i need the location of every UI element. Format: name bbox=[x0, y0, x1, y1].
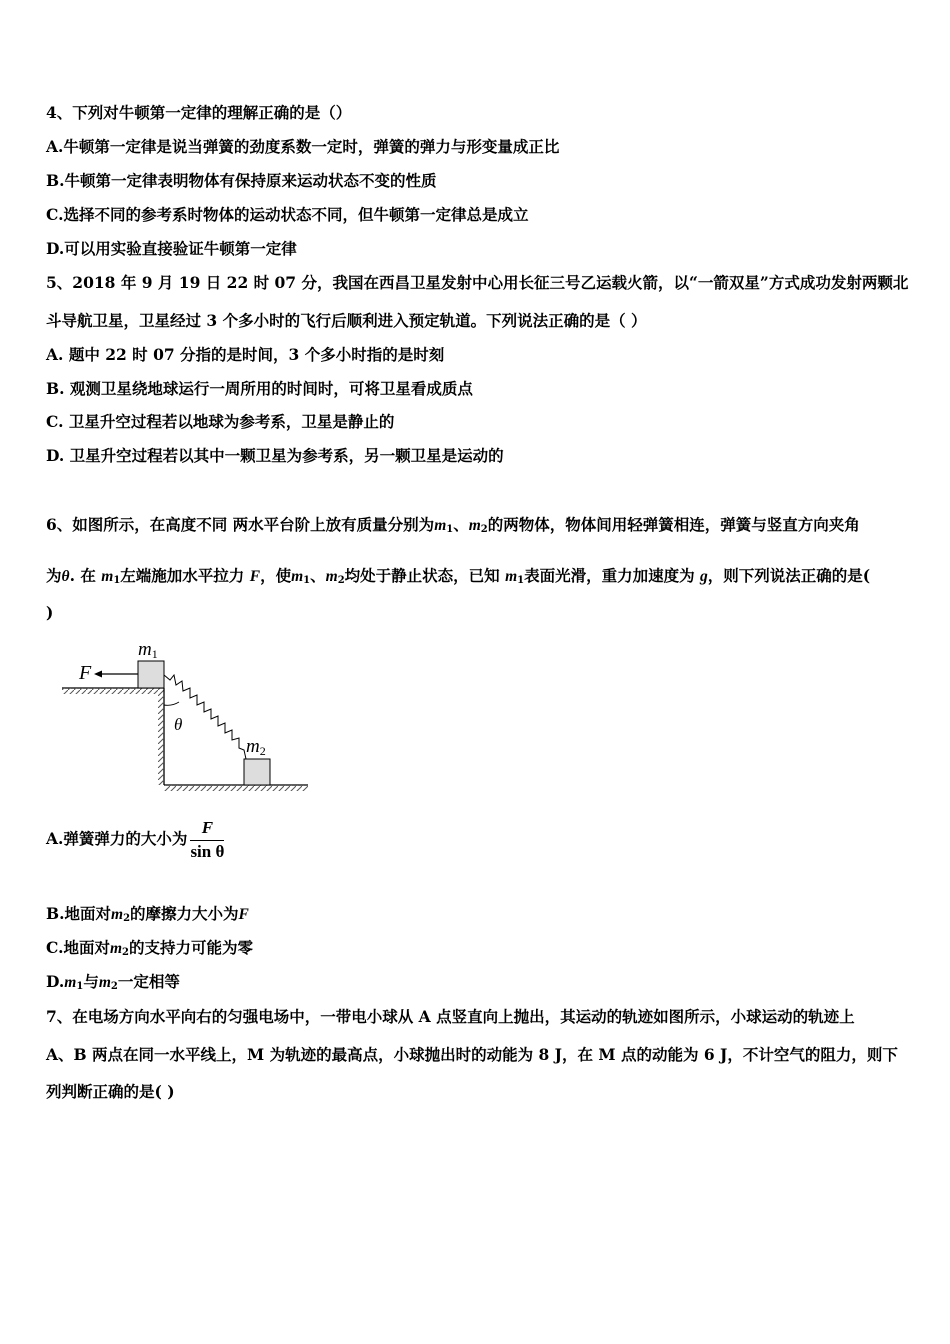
block-m2 bbox=[244, 759, 270, 785]
q7-stem-line2: A、B 两点在同一水平线上，M 为轨迹的最高点，小球抛出时的动能为 8 J，在 M 点的动能为 6 J，不计空气的阻力，则下 bbox=[46, 1045, 898, 1064]
q4-option-b: B.牛顿第一定律表明物体有保持原来运动状态不变的性质 bbox=[46, 171, 437, 190]
q6-option-c: C.地面对$m_2$的支持力可能为零 bbox=[46, 938, 254, 958]
q4-option-a: A.牛顿第一定律是说当弹簧的劲度系数一定时，弹簧的弹力与形变量成正比 bbox=[46, 137, 560, 156]
q4-option-c: C.选择不同的参考系时物体的运动状态不同，但牛顿第一定律总是成立 bbox=[46, 205, 529, 224]
q7-stem-line1: 7、在电场方向水平向右的匀强电场中，一带电小球从 A 点竖直向上抛出，其运动的轨迹如图所示，小球运动的轨迹上 bbox=[46, 1007, 855, 1026]
lower-ground-hatch bbox=[164, 785, 308, 791]
upper-ground-hatch bbox=[62, 688, 164, 694]
q7-stem-line3: 列判断正确的是( ) bbox=[46, 1082, 175, 1101]
force-label: F bbox=[79, 662, 92, 684]
q5-stem-line1: 5、2018 年 9 月 19 日 22 时 07 分，我国在西昌卫星发射中心用长征三号乙运载火箭，以“一箭双星”方式成功发射两颗北 bbox=[46, 273, 909, 292]
force-arrow-head bbox=[94, 671, 102, 678]
m2-label: m2 bbox=[246, 736, 266, 758]
m1-label: m1 bbox=[138, 639, 158, 661]
q5-option-c: C. 卫星升空过程若以地球为参考系，卫星是静止的 bbox=[46, 412, 395, 431]
theta-arc bbox=[164, 702, 179, 705]
block-m1 bbox=[138, 661, 164, 688]
spring-blocks-figure bbox=[44, 630, 324, 798]
q6-stem-line2: 为θ. 在 $m_1$左端施加水平拉力 F，使$m_1$、$m_2$均处于静止状态，已知 $m_1$表面光滑，重力加速度为 g，则下列说法正确的是( bbox=[46, 566, 871, 586]
q5-option-d: D. 卫星升空过程若以其中一颗卫星为参考系，另一颗卫星是运动的 bbox=[46, 446, 504, 465]
q4-option-d: D.可以用实验直接验证牛顿第一定律 bbox=[46, 239, 297, 258]
q6-stem-line1: 6、如图所示，在高度不同 两水平台阶上放有质量分别为$m_1$、$m_2$的两物体，物体间用轻弹簧相连，弹簧与竖直方向夹角 bbox=[46, 515, 860, 535]
q6-option-d: $D.m_1$与$m_2$一定相等 bbox=[46, 972, 180, 992]
q5-option-a: A. 题中 22 时 07 分指的是时间，3 个多小时指的是时刻 bbox=[46, 345, 445, 364]
q6-stem-line3: ) bbox=[46, 603, 54, 622]
q5-stem-line2: 斗导航卫星，卫星经过 3 个多小时的飞行后顺利进入预定轨道。下列说法正确的是（ ） bbox=[46, 311, 647, 330]
q6-option-b: B.地面对$m_2$的摩擦力大小为F bbox=[46, 904, 249, 924]
theta-label: θ bbox=[174, 715, 183, 734]
q5-option-b: B. 观测卫星绕地球运行一周所用的时间时，可将卫星看成质点 bbox=[46, 379, 473, 398]
q4-stem: 4、下列对牛顿第一定律的理解正确的是（） bbox=[46, 103, 352, 122]
fraction: $\frac{F}{\text{sin θ}}$ bbox=[190, 818, 225, 861]
q6-option-a: A.弹簧弹力的大小为 $\frac{F}{\text{sin θ}}$ bbox=[46, 818, 225, 861]
step-wall-hatch bbox=[158, 694, 164, 785]
